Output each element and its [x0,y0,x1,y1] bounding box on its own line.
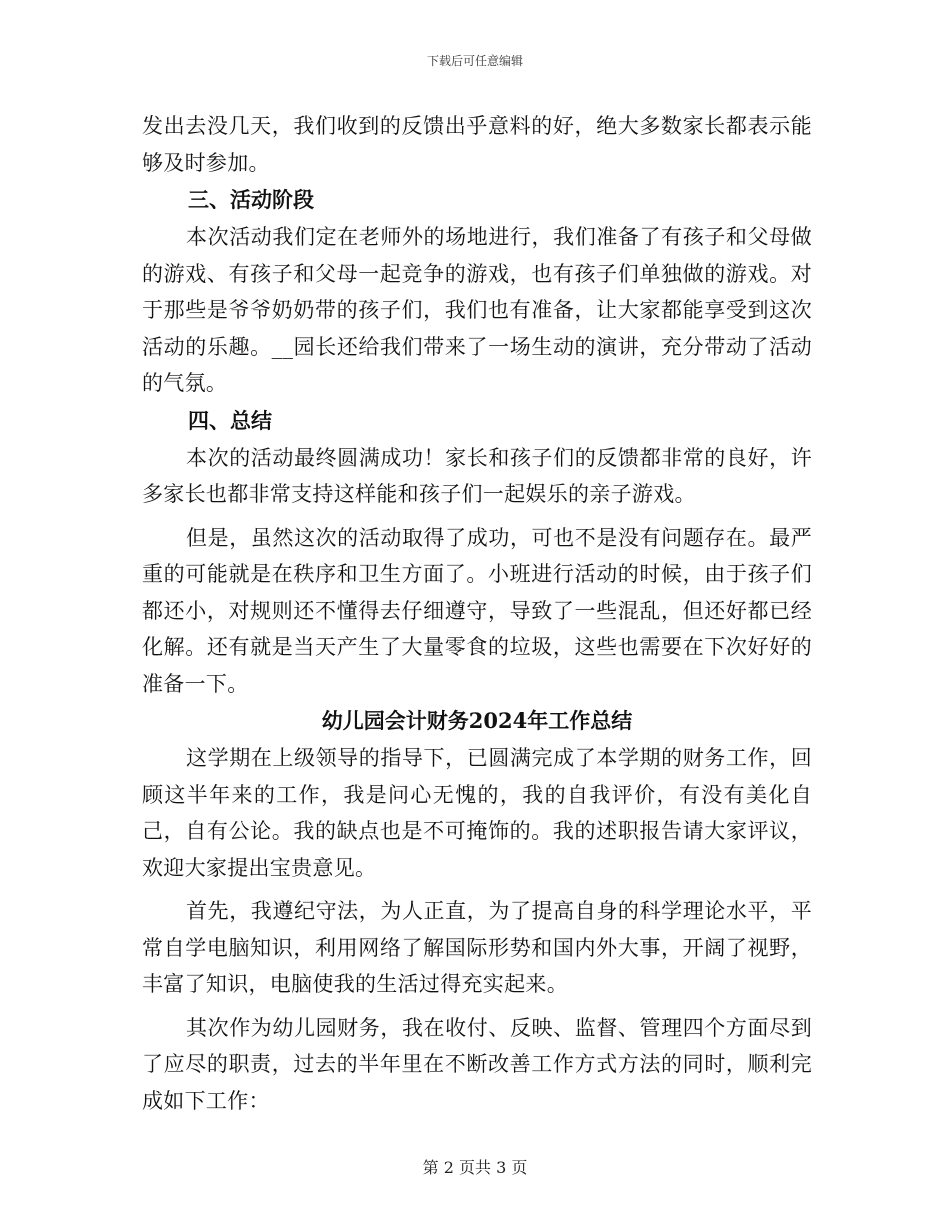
section-heading-summary: 四、总结 [188,407,272,433]
paragraph-feedback: 发出去没几天，我们收到的反馈出乎意料的好，绝大多数家长都表示能够及时参加。 [142,114,812,175]
section-heading-activity-stage: 三、活动阶段 [188,187,314,212]
document-body [142,108,812,1119]
document-title: 幼儿园会计财务2024年工作总结 [321,708,633,733]
paragraph-second: 其次作为幼儿园财务，我在收付、反映、监督、管理四个方面尽到了应尽的职责，过去的半年里在不断改善工作方式方法的同时，顺利完成如下工作： [142,1015,812,1113]
paragraph-activity-stage: 本次活动我们定在老师外的场地进行，我们准备了有孩子和父母做的游戏、有孩子和父母一起竞争的游戏，也有孩子们单独做的游戏。对于那些是爷爷奶奶带的孩子们，我们也有准备，让大家都能享受到这次活动的乐趣。__园长还给我们带来了一场生动的演讲，充分带动了活动的气氛。 [142,225,812,395]
paragraph-summary-issues: 但是，虽然这次的活动取得了成功，可也不是没有问题存在。最严重的可能就是在秩序和卫生方面了。小班进行活动的时候，由于孩子们都还小，对规则还不懂得去仔细遵守，导致了一些混乱，但还好都已经化解。还有就是当天产生了大量零食的垃圾，这些也需要在下次好好的准备一下。 [142,525,812,696]
paragraph-first: 首先，我遵纪守法，为人正直，为了提高自身的科学理论水平，平常自学电脑知识，利用网络了解国际形势和国内外大事，开阔了视野，丰富了知识，电脑使我的生活过得充实起来。 [142,899,812,996]
paragraph-intro: 这学期在上级领导的指导下，已圆满完成了本学期的财务工作，回顾这半年来的工作，我是问心无愧的，我的自我评价，有没有美化自己，自有公论。我的缺点也是不可掩饰的。我的述职报告请大家评议，欢迎大家提出宝贵意见。 [142,746,812,880]
page-footer: 第 2 页共 3 页 [422,1158,528,1177]
paragraph-summary-success: 本次的活动最终圆满成功！家长和孩子们的反馈都非常的良好，许多家长也都非常支持这样能和孩子们一起娱乐的亲子游戏。 [142,445,812,506]
page-header: 下载后可任意编辑 [426,54,523,68]
